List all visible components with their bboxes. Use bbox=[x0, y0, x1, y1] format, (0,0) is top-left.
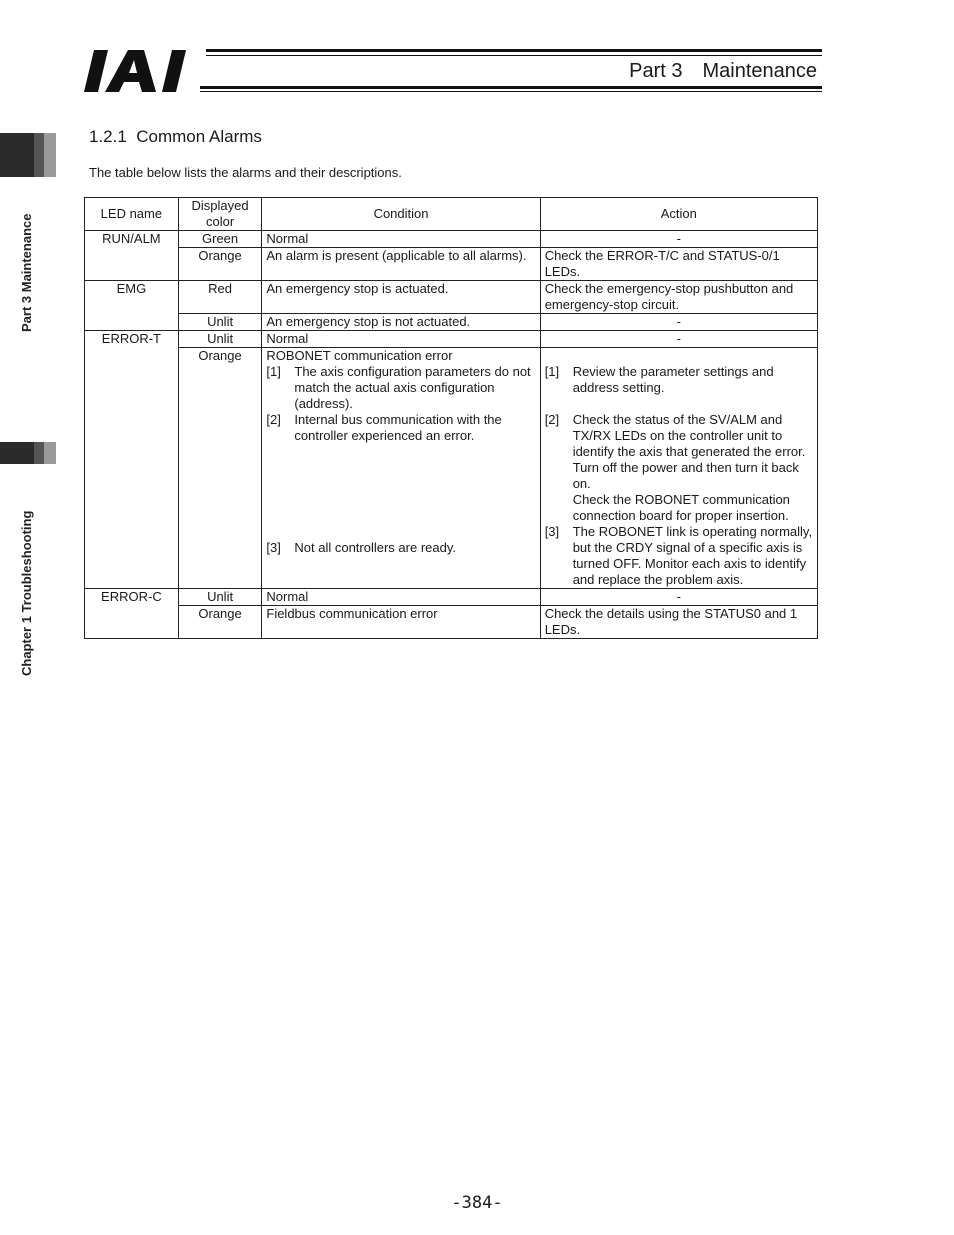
spacer bbox=[545, 396, 813, 412]
item-text: Not all controllers are ready. bbox=[294, 540, 456, 555]
spacer bbox=[266, 444, 535, 540]
item-text: The axis configuration parameters do not match the actual axis configuration (address). bbox=[294, 364, 531, 411]
condition-item bbox=[266, 412, 535, 444]
condition-cell: An emergency stop is actuated. bbox=[262, 281, 540, 314]
led-name-cell: EMG bbox=[85, 281, 179, 331]
item-text: Check the ROBONET communication connection board for proper insertion. bbox=[572, 492, 790, 523]
header-rule bbox=[206, 55, 822, 56]
header-rule bbox=[200, 91, 822, 92]
alarms-table bbox=[84, 197, 818, 639]
section-heading: 1.2.1 Common Alarms bbox=[89, 127, 262, 146]
led-name-cell: ERROR-T bbox=[85, 331, 179, 589]
item-number: [2] bbox=[544, 412, 560, 427]
table-header-row bbox=[85, 198, 818, 231]
action-cell: - bbox=[540, 314, 817, 331]
action-cell: Check the ERROR-T/C and STATUS-0/1 LEDs. bbox=[540, 248, 817, 281]
item-number: [1] bbox=[544, 364, 560, 379]
condition-cell: Normal bbox=[262, 331, 540, 348]
side-tab-chapter bbox=[0, 442, 56, 464]
col-header-action: Action bbox=[540, 198, 817, 231]
color-cell: Orange bbox=[178, 248, 262, 281]
condition-cell: Normal bbox=[262, 231, 540, 248]
condition-cell bbox=[262, 348, 540, 589]
item-text: Internal bus communication with the controller experienced an error. bbox=[294, 412, 502, 443]
table-row bbox=[85, 606, 818, 639]
color-cell: Green bbox=[178, 231, 262, 248]
item-number: [2] bbox=[266, 412, 281, 427]
table-row bbox=[85, 314, 818, 331]
condition-item bbox=[266, 540, 535, 556]
action-item bbox=[545, 364, 813, 396]
condition-cell: An alarm is present (applicable to all alarms). bbox=[262, 248, 540, 281]
page-number: -384- bbox=[451, 1193, 503, 1213]
running-header-title: Part 3 Maintenance bbox=[629, 60, 817, 82]
item-text: Check the status of the SV/ALM and TX/RX LEDs on the controller unit to identify the axis that generated the error. bbox=[572, 412, 806, 459]
led-name-cell: RUN/ALM bbox=[85, 231, 179, 281]
side-part-label: Part 3 Maintenance bbox=[19, 213, 34, 332]
condition-cell: An emergency stop is not actuated. bbox=[262, 314, 540, 331]
item-text: Turn off the power and then turn it back on. bbox=[572, 460, 799, 491]
spacer bbox=[545, 348, 813, 364]
header-rule bbox=[206, 49, 822, 52]
item-text: The ROBONET link is operating normally, but the CRDY signal of a specific axis is turned OFF. Monitor each axis to identify and replace the problem axis. bbox=[572, 524, 813, 587]
condition-title: ROBONET communication error bbox=[266, 348, 453, 363]
side-tab-part bbox=[0, 133, 56, 177]
condition-item bbox=[266, 364, 535, 412]
item-number: [3] bbox=[544, 524, 560, 539]
color-cell: Unlit bbox=[178, 589, 262, 606]
led-name-cell: ERROR-C bbox=[85, 589, 179, 639]
color-cell: Unlit bbox=[178, 331, 262, 348]
action-cell: - bbox=[540, 231, 817, 248]
condition-cell: Normal bbox=[262, 589, 540, 606]
table-row bbox=[85, 348, 818, 589]
table-row bbox=[85, 281, 818, 314]
color-cell: Orange bbox=[178, 348, 262, 589]
action-cell: Check the emergency-stop pushbutton and emergency-stop circuit. bbox=[540, 281, 817, 314]
iai-logo bbox=[84, 48, 196, 94]
action-item bbox=[545, 524, 813, 588]
table-row bbox=[85, 231, 818, 248]
intro-text: The table below lists the alarms and their descriptions. bbox=[89, 165, 402, 180]
color-cell: Unlit bbox=[178, 314, 262, 331]
action-item bbox=[545, 412, 813, 524]
col-header-condition: Condition bbox=[262, 198, 540, 231]
table-row bbox=[85, 331, 818, 348]
item-number: [3] bbox=[266, 540, 281, 555]
side-chapter-label: Chapter 1 Troubleshooting bbox=[19, 510, 34, 676]
action-cell: - bbox=[540, 589, 817, 606]
condition-cell: Fieldbus communication error bbox=[262, 606, 540, 639]
header-rule bbox=[200, 86, 822, 89]
col-header-led: LED name bbox=[85, 198, 179, 231]
item-text: Review the parameter settings and address setting. bbox=[572, 364, 774, 395]
col-header-color: Displayed color bbox=[178, 198, 262, 231]
table-row bbox=[85, 248, 818, 281]
color-cell: Orange bbox=[178, 606, 262, 639]
table-row bbox=[85, 589, 818, 606]
action-cell: - bbox=[540, 331, 817, 348]
action-cell bbox=[540, 348, 817, 589]
action-cell: Check the details using the STATUS0 and 1 LEDs. bbox=[540, 606, 817, 639]
color-cell: Red bbox=[178, 281, 262, 314]
item-number: [1] bbox=[266, 364, 281, 379]
